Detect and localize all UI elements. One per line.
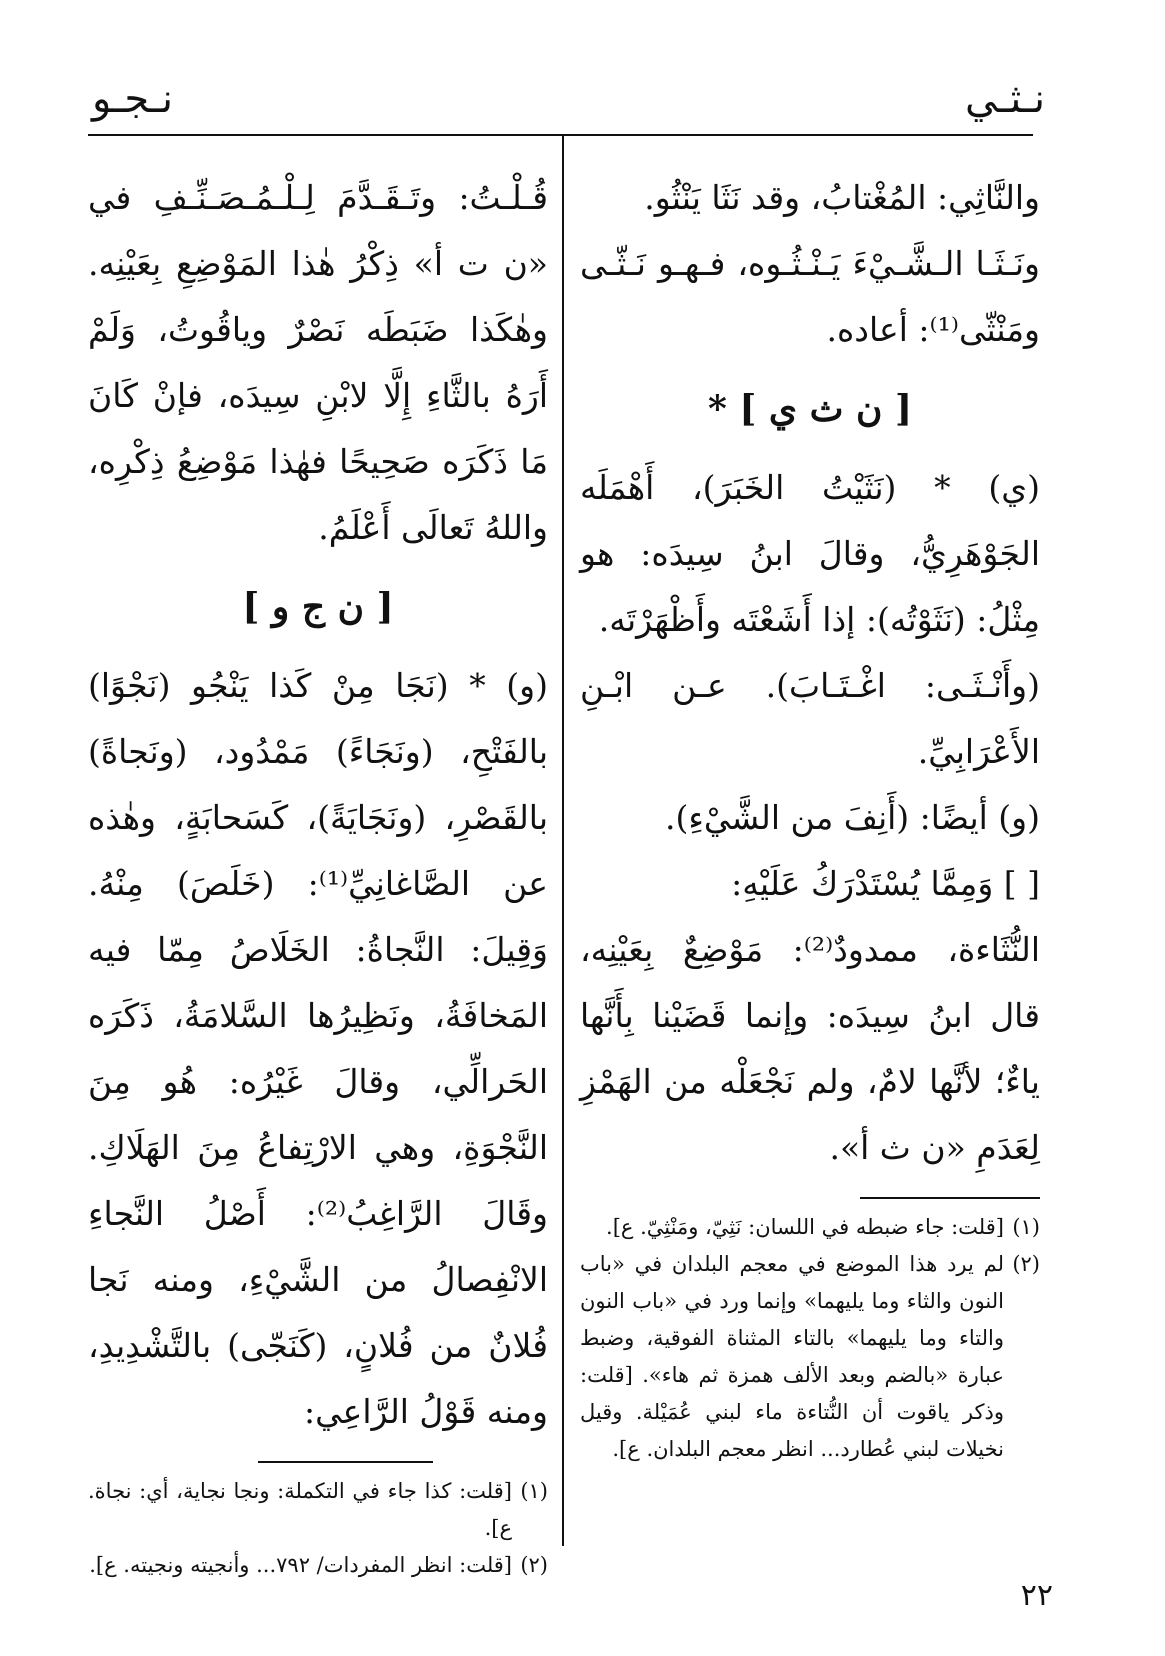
paragraph: (ي) * (نَثَيْتُ الخَبَرَ)، أَهْمَلَه الجَوْهَرِيُّ، وقالَ ابنُ سِيدَه: هو مِثْلُ: (نَثَوْتُه): إذا أَشَعْتَه وأَظْهَرْتَه. bbox=[580, 468, 1040, 639]
paragraph: قُـلْـتُ: وتَـقَـدَّمَ لِـلْـمُـصَـنِّـفِ في «ن ت أ» ذِكْرُ هٰذا المَوْضِعِ بِعَيْنِه. وهٰكَذا ضَبَطَه نَصْرٌ وياقُوتُ، وَلَمْ أَرَهُ بالثَّاءِ إِلَّا لابْنِ سِيدَه، فإنْ كَانَ مَا ذَكَرَه صَحِيحًا فهٰذا مَوْضِعُ ذِكْرِه، واللهُ تَعالَى أَعْلَمُ. bbox=[88, 178, 548, 547]
left-column bbox=[88, 165, 548, 1584]
footnote-number: (٢) bbox=[520, 1553, 548, 1577]
entry-heading: [ ن ج و ] bbox=[242, 586, 394, 628]
footnote-text: [قلت: كذا جاء في التكملة: ونجا نجاية، أي: نجاة. ع]. bbox=[88, 1479, 512, 1540]
footnote bbox=[88, 1473, 548, 1547]
entry-heading: [ ن ث ي ] * bbox=[707, 388, 913, 430]
paragraph: النُّثَاءة، ممدودٌ⁽²⁾: مَوْضِعٌ بِعَيْنِه، قال ابنُ سِيدَه: وإنما قَضَيْنا بِأَنَّها ياءٌ؛ لأنَّها لامٌ، ولم نَجْعَلْه من الهَمْزِ لِعَدَمِ «ن ث أ». bbox=[580, 930, 1040, 1167]
footnote-rule bbox=[258, 1461, 433, 1463]
column-divider bbox=[562, 136, 564, 1546]
running-header-left: نـجـو bbox=[92, 76, 174, 122]
running-header-right: نـثـي bbox=[965, 76, 1045, 122]
paragraph: [ ] وَمِمَّا يُسْتَدْرَكُ عَلَيْهِ: bbox=[731, 864, 1040, 903]
footnote bbox=[580, 1209, 1040, 1246]
footnote bbox=[88, 1547, 548, 1584]
paragraph: (و) أيضًا: (أَنِفَ من الشَّيْءِ). bbox=[664, 798, 1040, 837]
paragraph: ونَـثَـا الـشَّـيْءَ يَـنْـثُـوه، فـهـو نَـثّـى ومَنْثّى⁽¹⁾: أعاده. bbox=[580, 244, 1040, 349]
footnote bbox=[580, 1246, 1040, 1468]
footnote-number: (٢) bbox=[1012, 1252, 1040, 1276]
footnote-text: [قلت: انظر المفردات/ ٧٩٢... وأنجيته ونجيته. ع]. bbox=[89, 1553, 512, 1577]
footnote-number: (١) bbox=[520, 1479, 548, 1503]
paragraph: والنَّاثِي: المُغْتابُ، وقد نَثَا يَنْثُو. bbox=[644, 178, 1040, 217]
footnote-text: [قلت: جاء ضبطه في اللسان: نَثِيّ، ومَنْثِيّ. ع]. bbox=[606, 1215, 1004, 1239]
footnote-text: لم يرد هذا الموضع في معجم البلدان في «باب النون والثاء وما يليهما» وإنما ورد في «باب النون والتاء وما يليهما» بالتاء المثناة الفوقية، وضبط عبارة «بالضم وبعد الألف همزة ثم هاء». [قلت: وذكر ياقوت أن النُّتاءة ماء لبني عُمَيْلة. وقيل نخيلات لبني عُطارد... انظر معجم البلدان. ع]. bbox=[580, 1252, 1004, 1461]
footnote-rule bbox=[860, 1197, 1040, 1199]
paragraph: (و) * (نَجَا مِنْ كَذا يَنْجُو (نَجْوًا) بالفَتْحِ، (ونَجَاءً) مَمْدُود، (ونَجاةً) بالقَصْرِ، (ونَجَايَةً)، كَسَحابَةٍ، وهٰذه عن الصَّاغانِيِّ⁽¹⁾: (خَلَصَ) مِنْهُ. وَقِيلَ: النَّجاةُ: الخَلَاصُ مِمّا فيه المَخافَةُ، ونَظِيرُها السَّلامَةُ، ذَكَرَه الحَرالِّي، وقالَ غَيْرُه: هُو مِنَ النَّجْوَةِ، وهي الارْتِفاعُ مِنَ الهَلَاكِ. وقَالَ الرَّاغِبُ⁽²⁾: أَصْلُ النَّجاءِ الانْفِصالُ من الشَّيْءِ، ومنه نَجا فُلانٌ من فُلانٍ، (كَنَجّى) بالتَّشْدِيدِ، ومنه قَوْلُ الرَّاعِي: bbox=[88, 666, 548, 1431]
paragraph: (وأَنْـثَـى: اغْـتَـابَ). عـن ابْـنِ الأَعْرَابِيِّ. bbox=[580, 666, 1040, 771]
footnote-number: (١) bbox=[1012, 1215, 1040, 1239]
page-number: ٢٢ bbox=[1020, 1578, 1053, 1613]
right-column bbox=[580, 165, 1040, 1468]
header-rule bbox=[88, 134, 1033, 136]
